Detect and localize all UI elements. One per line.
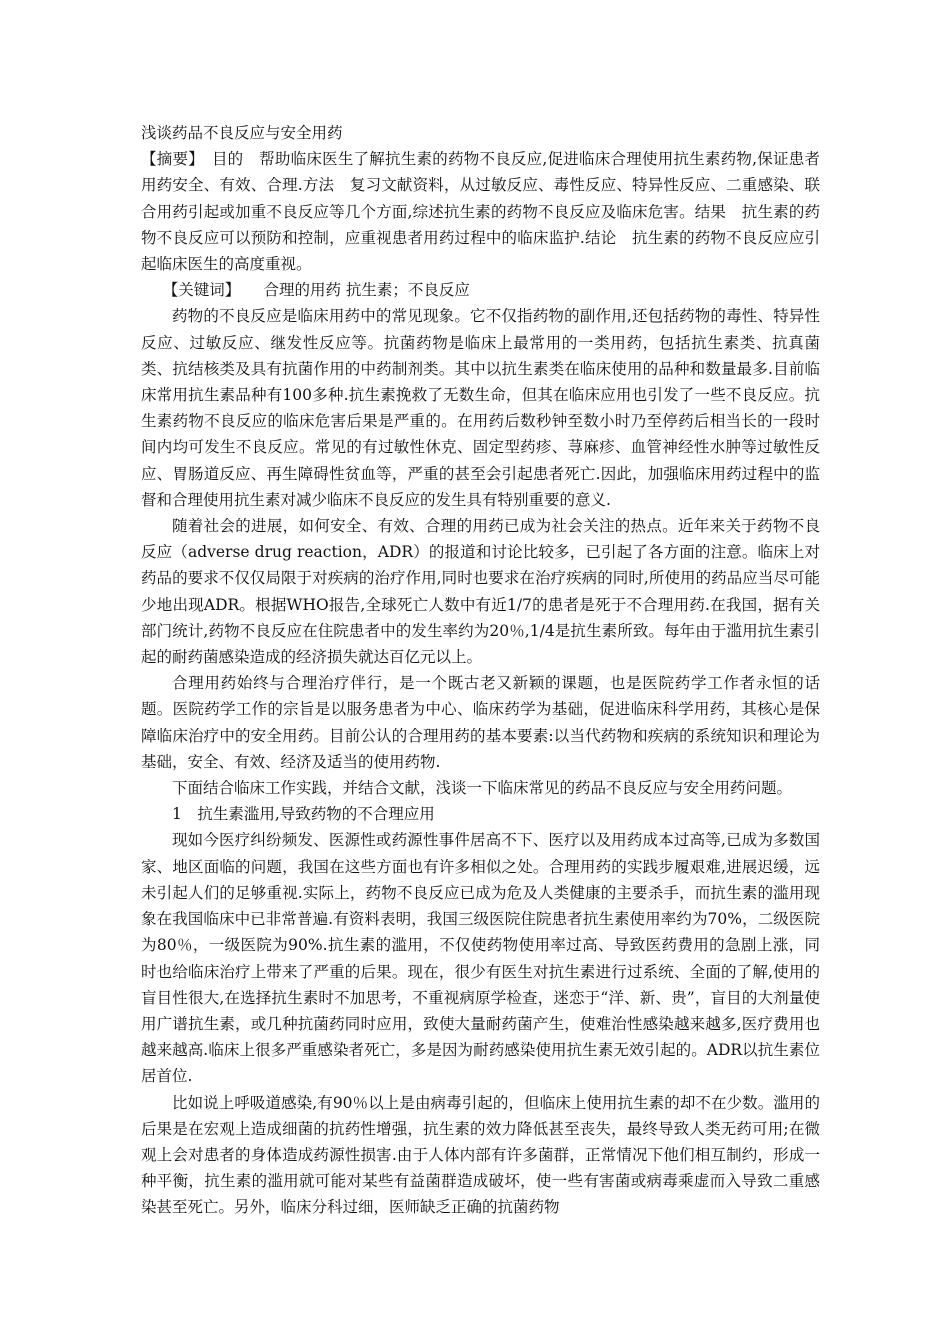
- section-1-heading: 1 抗生素滥用,导致药物的不合理应用: [172, 805, 435, 824]
- abstract-label: 【摘要】: [141, 150, 197, 169]
- body-paragraph-3: 合理用药始终与合理治疗伴行，是一个既古老又新颖的课题，也是医院药学工作者永恒的话题。医院药学工作的宗旨是以服务患者为中心、临床药学为基础，促进临床科学用药，其核心是保障临床治疗中的安全用药。目前公认的合理用药的基本要素:以当代药物和疾病的系统知识和理论为基础，安全、有效、经济及适当的使用药物.: [141, 674, 820, 771]
- body-paragraph-2: 随着社会的进展，如何安全、有效、合理的用药已成为社会关注的热点。近年来关于药物不良反应（adverse drug reaction，ADR）的报道和讨论比较多，已引起了各方面的注意。临床上对药品的要求不仅仅局限于对疾病的治疗作用,同时也要求在治疗疾病的同时,所使用的药品应当尽可能少地出现ADR。根据WHO报告,全球死亡人数中有近1/7的患者是死于不合理用药.在我国，据有关部门统计,药物不良反应在住院患者中的发生率约为20％,1/4是抗生素所致。每年由于滥用抗生素引起的耐药菌感染造成的经济损失就达百亿元以上。: [141, 517, 820, 667]
- abstract-text: 目的 帮助临床医生了解抗生素的药物不良反应,促进临床合理使用抗生素药物,保证患者用药安全、有效、合理.方法 复习文献资料，从过敏反应、毒性反应、特异性反应、二重感染、联合用药引起或加重不良反应等几个方面,综述抗生素的药物不良反应及临床危害。结果 抗生素的药物不良反应可以预防和控制，应重视患者用药过程中的临床监护.结论 抗生素的药物不良反应应引起临床医生的高度重视。: [141, 150, 820, 274]
- keywords-label: 【关键词】: [162, 281, 233, 300]
- document-title: 浅谈药品不良反应与安全用药: [141, 124, 343, 142]
- keywords-line: [141, 277, 820, 303]
- abstract-paragraph: [141, 146, 820, 277]
- keywords-text: 合理的用药 抗生素；不良反应: [232, 281, 470, 300]
- body-paragraph-1: 药物的不良反应是临床用药中的常见现象。它不仅指药物的副作用,还包括药物的毒性、特异性反应、过敏反应、继发性反应等。抗菌药物是临床上最常用的一类用药，包括抗生素类、抗真菌类、抗结核类及具有抗菌作用的中药制剂类。其中以抗生素类在临床使用的品种和数量最多.目前临床常用抗生素品种有100多种.抗生素挽救了无数生命，但其在临床应用也引发了一些不良反应。抗生素药物不良反应的临床危害后果是严重的。在用药后数秒钟至数小时乃至停药后相当长的一段时间内均可发生不良反应。常见的有过敏性休克、固定型药疹、荨麻疹、血管神经性水肿等过敏性反应、胃肠道反应、再生障碍性贫血等，严重的甚至会引起患者死亡.因此，加强临床用药过程中的监督和合理使用抗生素对减少临床不良反应的发生具有特别重要的意义.: [141, 307, 820, 509]
- body-paragraph-4: 下面结合临床工作实践，并结合文献，浅谈一下临床常见的药品不良反应与安全用药问题。: [172, 779, 793, 798]
- section-1-paragraph-2: 比如说上呼吸道感染,有90％以上是由病毒引起的，但临床上使用抗生素的却不在少数。滥用的后果是在宏观上造成细菌的抗药性增强，抗生素的效力降低甚至丧失，最终导致人类无药可用;在微观上会对患者的身体造成药源性损害.由于人体内部有许多菌群，正常情况下他们相互制约，形成一种平衡，抗生素的滥用就可能对某些有益菌群造成破坏，使一些有害菌或病毒乘虚而入导致二重感染甚至死亡。另外，临床分科过细，医师缺乏正确的抗菌药物: [141, 1093, 820, 1217]
- section-1-paragraph-1: 现如今医疗纠纷频发、医源性或药源性事件居高不下、医疗以及用药成本过高等,已成为多数国家、地区面临的问题，我国在这些方面也有许多相似之处。合理用药的实践步履艰难,进展迟缓，远未引起人们的足够重视.实际上，药物不良反应已成为危及人类健康的主要杀手，而抗生素的滥用现象在我国临床中已非常普遍.有资料表明，我国三级医院住院患者抗生素使用率约为70%，二级医院为80％，一级医院为90%.抗生素的滥用，不仅使药物使用率过高、导致医药费用的急剧上涨，同时也给临床治疗上带来了严重的后果。现在，很少有医生对抗生素进行过系统、全面的了解,使用的盲目性很大,在选择抗生素时不加思考，不重视病原学检查，迷恋于“洋、新、贵”，盲目的大剂量使用广谱抗生素，或几种抗菌药同时应用，致使大量耐药菌产生，使难治性感染越来越多,医疗费用也越来越高.临床上很多严重感染者死亡，多是因为耐药感染使用抗生素无效引起的。ADR以抗生素位居首位.: [141, 831, 820, 1086]
